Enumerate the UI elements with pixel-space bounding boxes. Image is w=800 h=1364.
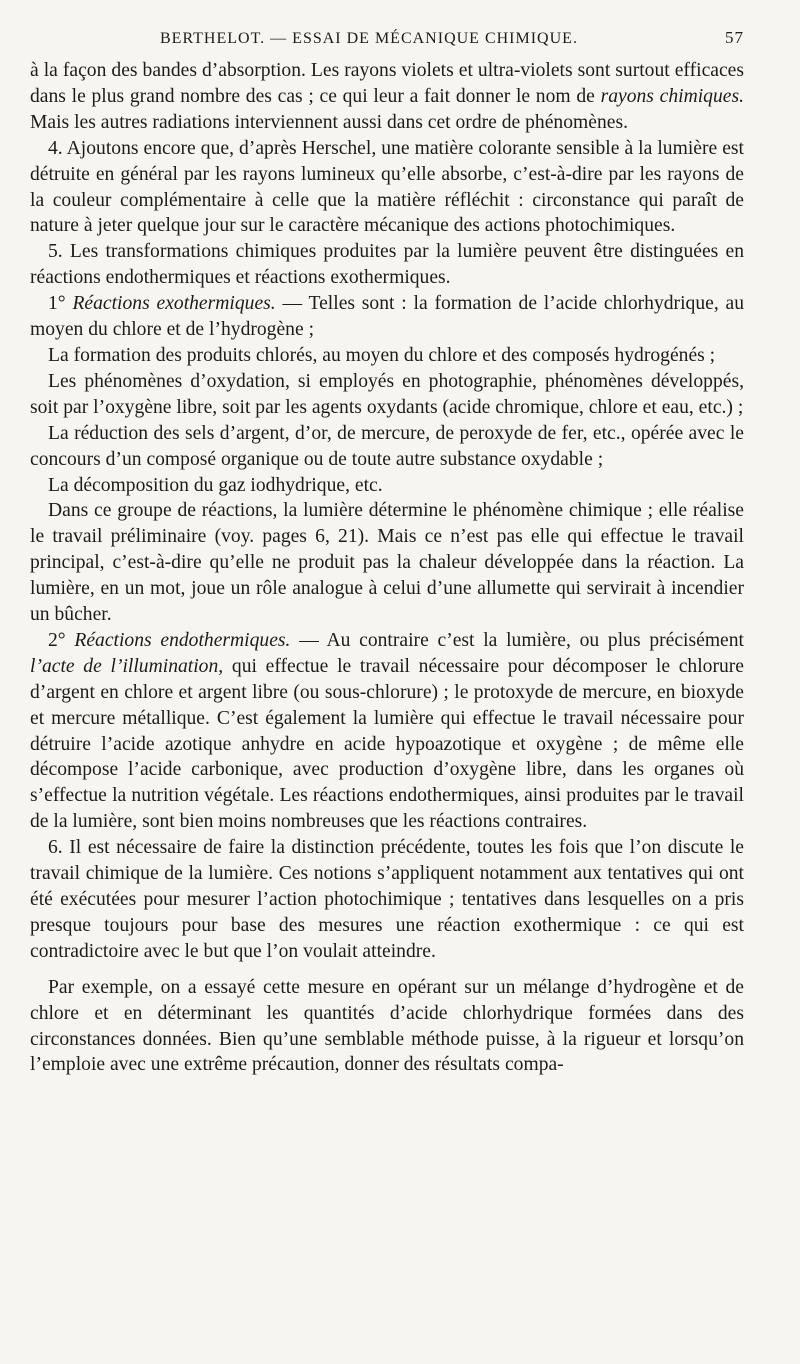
paragraph: La réduction des sels d’argent, d’or, de mercure, de peroxyde de fer, etc., opérée avec le concours d’un composé organique ou de toute autre substance oxydable ; (30, 422, 744, 470)
paragraph: Par exemple, on a essayé cette mesure en opérant sur un mélange d’hydrogène et de chlore et en déterminant les quantités d’acide chlorhydrique formées dans des circonstances données. Bien qu’une semblable méthode puisse, à la rigueur et lorsqu’on l’emploie avec une extrême précaution, donner des résultats compa- (30, 976, 744, 1076)
emphasis: rayons chimiques. (600, 85, 744, 107)
paragraph: à la façon des bandes d’absorption. Les rayons violets et ultra-violets sont surtout efficaces dans le plus grand nombre des cas ; ce qui leur a fait donner le nom de rayons chimiques. Mais les autres radiations interviennent aussi dans cet ordre de phénomènes. (30, 60, 744, 133)
paragraph: Les phénomènes d’oxydation, si employés en photographie, phénomènes développés, soit par l’oxygène libre, soit par les agents oxydants (acide chromique, chlore et eau, etc.) ; (30, 370, 744, 418)
paragraph: 5. Les transformations chimiques produites par la lumière peuvent être distinguées en réactions endothermiques et réactions exothermiques. (30, 241, 744, 289)
paragraph: 1° Réactions exothermiques. — Telles sont : la formation de l’acide chlorhydrique, au moyen du chlore et de l’hydrogène ; (30, 293, 745, 341)
paragraph: 2° Réactions endothermiques. — Au contraire c’est la lumière, ou plus précisément l’acte de l’illumination, qui effectue le travail nécessaire pour décomposer le chlorure d’argent en chlore et argent libre (ou sous-chlorure) ; le protoxyde de mercure, en bioxyde et mercure métallique. C’est également la lumière qui effectue le travail nécessaire pour détruire l’acide azotique anhydre en acide hypoazotique et oxygène ; de même elle décompose l’acide carbonique, avec production d’oxygène libre, dans les organes où s’effectue la nutrition végétale. Les réactions endothermiques, ainsi produites par le travail de la lumière, sont bien moins nombreuses que les réactions contraires. (30, 629, 744, 833)
section-heading: Réactions exothermiques. (72, 293, 276, 315)
section-heading: Réactions endothermiques. (74, 629, 291, 651)
running-header (30, 28, 744, 48)
paragraph: La décomposition du gaz iodhydrique, etc. (48, 474, 383, 496)
paragraph: Dans ce groupe de réactions, la lumière détermine le phénomène chimique ; elle réalise le travail préliminaire (voy. pages 6, 21). Mais ce n’est pas elle qui effectue le travail principal, c’est-à-dire qu’elle ne produit pas la chaleur développée dans la réaction. La lumière, en un mot, joue un rôle analogue à celui d’une allumette qui servirait à incendier un bûcher. (30, 500, 744, 626)
emphasis: l’acte de l’illumination, (30, 655, 224, 677)
body-text (30, 58, 744, 1078)
paragraph: 4. Ajoutons encore que, d’après Herschel, une matière colorante sensible à la lumière est détruite en général par les rayons lumineux qu’elle absorbe, c’est-à-dire par les rayons de la couleur complémentaire à celle que la matière réfléchit : circonstance qui paraît de nature à jeter quelque jour sur le caractère mécanique des actions photochimiques. (30, 137, 744, 237)
paragraph: 6. Il est nécessaire de faire la distinction précédente, toutes les fois que l’on discute le travail chimique de la lumière. Ces notions s’appliquent notamment aux tentatives qui ont été exécutées pour mesurer l’action photochimique ; tentatives dans lesquelles on a pris presque toujours pour base des mesures une réaction exothermique : ce qui est contradictoire avec le but que l’on voulait atteindre. (30, 837, 744, 962)
page-number: 57 (725, 28, 744, 47)
running-title: BERTHELOT. — ESSAI DE MÉCANIQUE CHIMIQUE. (160, 30, 578, 47)
paragraph: La formation des produits chlorés, au moyen du chlore et des composés hydrogénés ; (48, 344, 716, 366)
